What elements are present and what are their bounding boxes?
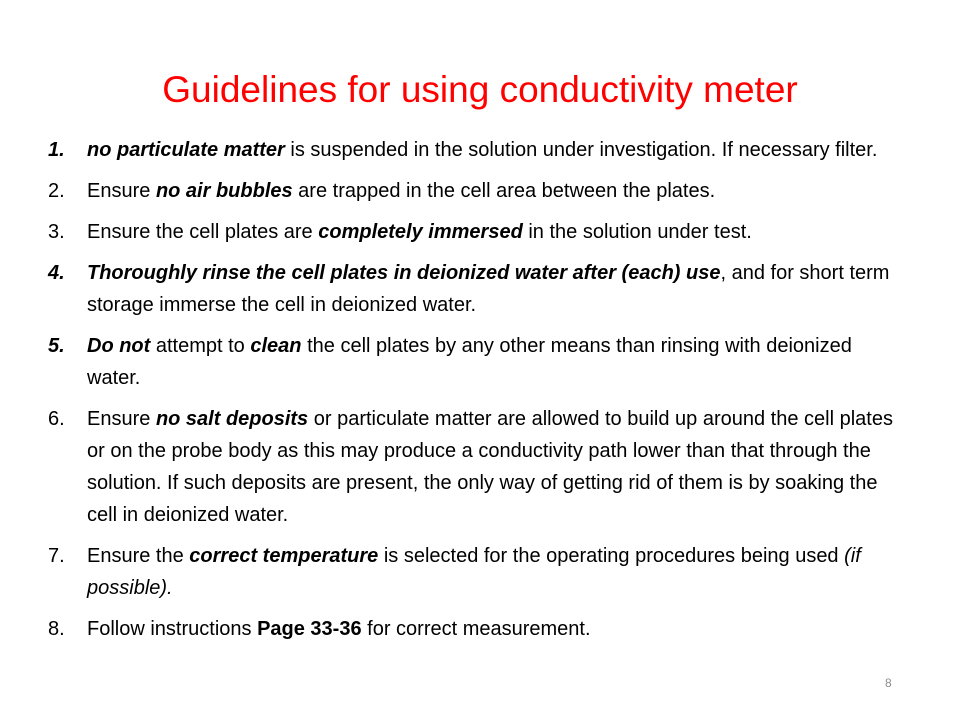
item-text-segment: Ensure xyxy=(87,408,156,430)
list-item xyxy=(48,257,908,321)
item-text-segment: Page 33-36 xyxy=(257,618,362,640)
item-text-segment: Follow instructions xyxy=(87,618,258,640)
item-number: 6. xyxy=(48,408,65,430)
item-number: 1. xyxy=(48,139,65,161)
item-number: 5. xyxy=(48,335,65,357)
guidelines-list xyxy=(48,134,908,654)
item-number: 4. xyxy=(48,262,65,284)
item-text-segment: no particulate matter xyxy=(87,139,285,161)
item-number: 3. xyxy=(48,221,65,243)
item-text xyxy=(87,403,908,531)
item-text-segment: attempt to xyxy=(150,335,251,357)
item-text-segment: the cell plates by any other means than rinsing with deionized water. xyxy=(87,335,852,389)
item-text xyxy=(87,175,908,207)
item-text-segment: clean xyxy=(250,335,302,357)
item-text xyxy=(87,330,908,394)
page-number: 8 xyxy=(885,676,892,690)
item-text xyxy=(87,540,908,604)
list-item xyxy=(48,540,908,604)
item-number: 8. xyxy=(48,618,65,640)
item-number: 7. xyxy=(48,545,65,567)
item-text-segment: no air bubbles xyxy=(155,180,293,202)
item-text-segment: completely immersed xyxy=(318,221,523,243)
item-text-segment: for correct measurement. xyxy=(361,618,591,640)
list-item xyxy=(48,216,908,248)
list-item xyxy=(48,134,908,166)
item-text-segment: is suspended in the solution under investigation. If necessary filter. xyxy=(284,139,878,161)
item-text-segment: correct temperature xyxy=(189,545,379,567)
item-text-segment: Ensure the cell plates are xyxy=(87,221,319,243)
list-item xyxy=(48,175,908,207)
item-text xyxy=(87,613,908,645)
item-text-segment: no salt deposits xyxy=(155,408,309,430)
item-number: 2. xyxy=(48,180,65,202)
item-text-segment: or particulate matter are allowed to build up around the cell plates or on the probe body as this may produce a conductivity path lower than that through the solution. If such deposits are present, the only way of getting rid of them is by soaking the cell in deionized water. xyxy=(87,408,893,526)
item-text-segment: (if possible). xyxy=(87,545,861,599)
item-text-segment: in the solution under test. xyxy=(522,221,752,243)
item-text-segment: Thoroughly rinse the cell plates in deionized water after (each) use xyxy=(87,262,721,284)
item-text xyxy=(87,216,908,248)
item-text-segment: Ensure xyxy=(87,180,156,202)
item-text xyxy=(87,257,908,321)
list-item xyxy=(48,403,908,531)
item-text-segment: Do not xyxy=(87,335,151,357)
list-item xyxy=(48,330,908,394)
list-item xyxy=(48,613,908,645)
item-text xyxy=(87,134,908,166)
item-text-segment: are trapped in the cell area between the plates. xyxy=(292,180,716,202)
slide-title: Guidelines for using conductivity meter xyxy=(162,69,798,110)
item-text-segment: Ensure the xyxy=(87,545,190,567)
item-text-segment: , and for short term storage immerse the cell in deionized water. xyxy=(87,262,890,316)
item-text-segment: is selected for the operating procedures being used xyxy=(378,545,845,567)
